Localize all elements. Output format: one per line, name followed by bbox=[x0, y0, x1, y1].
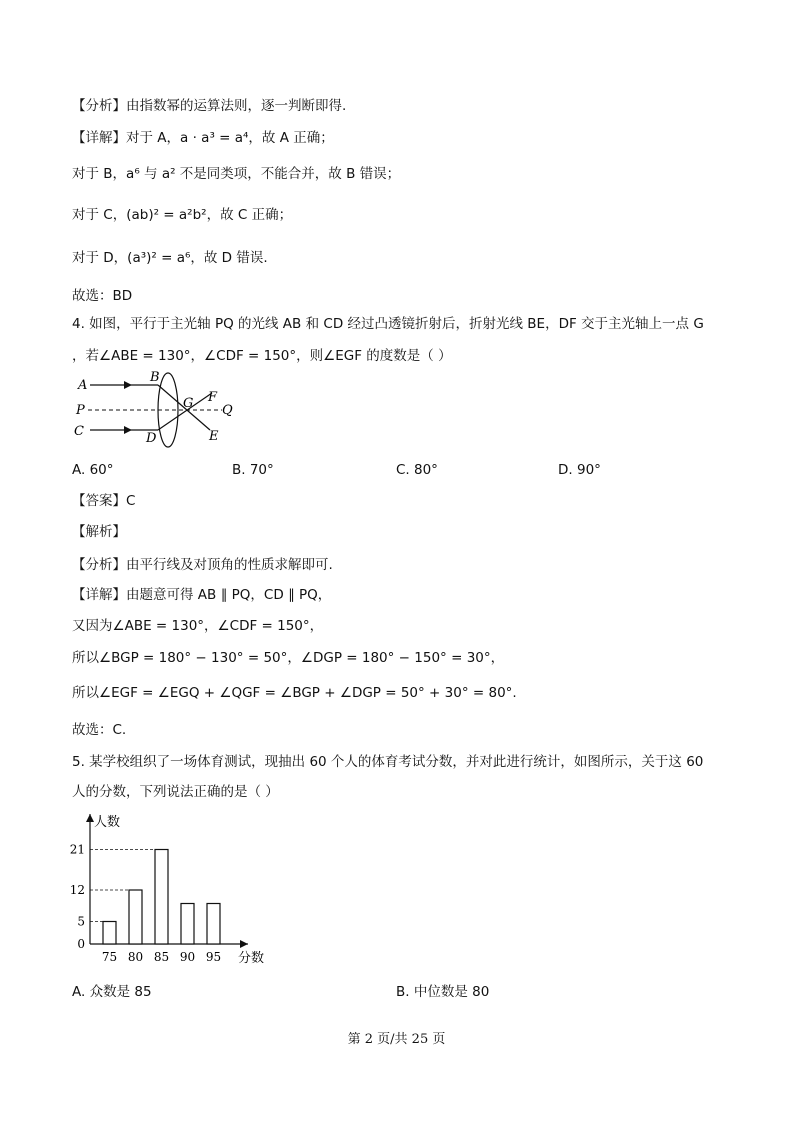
q5-stem-line1: 5. 某学校组织了一场体育测试，现抽出 60 个人的体育考试分数，并对此进行统计，如图所示，关于这 60 bbox=[72, 754, 704, 770]
q5-option-a: A. 众数是 85 bbox=[72, 984, 152, 1000]
arrow-ab bbox=[124, 381, 132, 389]
q5-stem-line2: 人的分数，下列说法正确的是（ ） bbox=[72, 784, 279, 800]
y-axis-arrow bbox=[86, 814, 94, 822]
q4-stem-line2: ，若∠ABE = 130°，∠CDF = 150°，则∠EGF 的度数是（ ） bbox=[72, 348, 452, 364]
bar-80 bbox=[129, 890, 142, 944]
label-g: G bbox=[183, 396, 194, 411]
x-axis-label: 分数 bbox=[238, 951, 265, 966]
label-c: C bbox=[74, 424, 84, 439]
y-tick-5: 5 bbox=[77, 914, 85, 929]
q4-option-b: B. 70° bbox=[232, 462, 274, 478]
label-p: P bbox=[76, 403, 85, 418]
label-q: Q bbox=[222, 403, 233, 418]
q3-analysis: 【分析】由指数幂的运算法则，逐一判断即得. bbox=[72, 98, 347, 114]
q4-detail-4: 所以∠EGF = ∠EGQ + ∠QGF = ∠BGP + ∠DGP = 50° + 30° = 80°. bbox=[72, 685, 517, 701]
x-tick-95: 95 bbox=[205, 950, 222, 964]
x-tick-80: 80 bbox=[127, 950, 144, 964]
label-f: F bbox=[208, 390, 218, 405]
q3-detail-a: 【详解】对于 A，a · a³ = a⁴，故 A 正确； bbox=[72, 130, 334, 146]
x-tick-75: 75 bbox=[101, 950, 118, 964]
q3-detail-c: 对于 C，(ab)² = a²b²，故 C 正确； bbox=[72, 207, 293, 223]
bar-75 bbox=[103, 922, 116, 945]
bar-90 bbox=[181, 904, 194, 945]
q4-option-a: A. 60° bbox=[72, 462, 114, 478]
q4-option-c: C. 80° bbox=[396, 462, 438, 478]
q3-detail-d: 对于 D，(a³)² = a⁶，故 D 错误. bbox=[72, 250, 268, 266]
q4-detail-1: 【详解】由题意可得 AB ∥ PQ，CD ∥ PQ， bbox=[72, 587, 332, 603]
q3-choice: 故选：BD bbox=[72, 288, 133, 304]
y-axis-label: 人数 bbox=[94, 815, 121, 830]
y-tick-0: 0 bbox=[77, 937, 85, 951]
q4-detail-3: 所以∠BGP = 180° − 130° = 50°，∠DGP = 180° − 150° = 30°， bbox=[72, 650, 505, 666]
q3-detail-b: 对于 B，a⁶ 与 a² 不是同类项，不能合并，故 B 错误； bbox=[72, 166, 401, 182]
bar-95 bbox=[207, 904, 220, 945]
q4-answer: 【答案】C bbox=[72, 493, 136, 509]
label-e: E bbox=[209, 429, 219, 444]
lens-diagram bbox=[70, 368, 240, 448]
x-tick-90: 90 bbox=[179, 950, 196, 964]
q4-detail-2: 又因为∠ABE = 130°，∠CDF = 150°， bbox=[72, 618, 324, 634]
q5-option-b: B. 中位数是 80 bbox=[396, 984, 490, 1000]
label-d: D bbox=[146, 431, 157, 446]
q4-stem-line1: 4. 如图，平行于主光轴 PQ 的光线 AB 和 CD 经过凸透镜折射后，折射光线 BE，DF 交于主光轴上一点 G bbox=[72, 316, 704, 332]
q4-analysis: 【分析】由平行线及对顶角的性质求解即可. bbox=[72, 557, 333, 573]
arrow-cd bbox=[124, 426, 132, 434]
q4-option-d: D. 90° bbox=[558, 462, 601, 478]
x-axis-arrow bbox=[240, 940, 248, 948]
page-footer: 第 2 页/共 25 页 bbox=[347, 1032, 446, 1047]
y-tick-12: 12 bbox=[70, 883, 85, 897]
bar-85 bbox=[155, 850, 168, 945]
label-a: A bbox=[78, 378, 88, 393]
q4-choice: 故选：C. bbox=[72, 722, 127, 738]
y-tick-21: 21 bbox=[70, 842, 85, 857]
score-bar-chart bbox=[70, 808, 280, 970]
x-tick-85: 85 bbox=[153, 950, 170, 964]
label-b: B bbox=[150, 370, 160, 385]
q4-explain-title: 【解析】 bbox=[72, 524, 126, 540]
